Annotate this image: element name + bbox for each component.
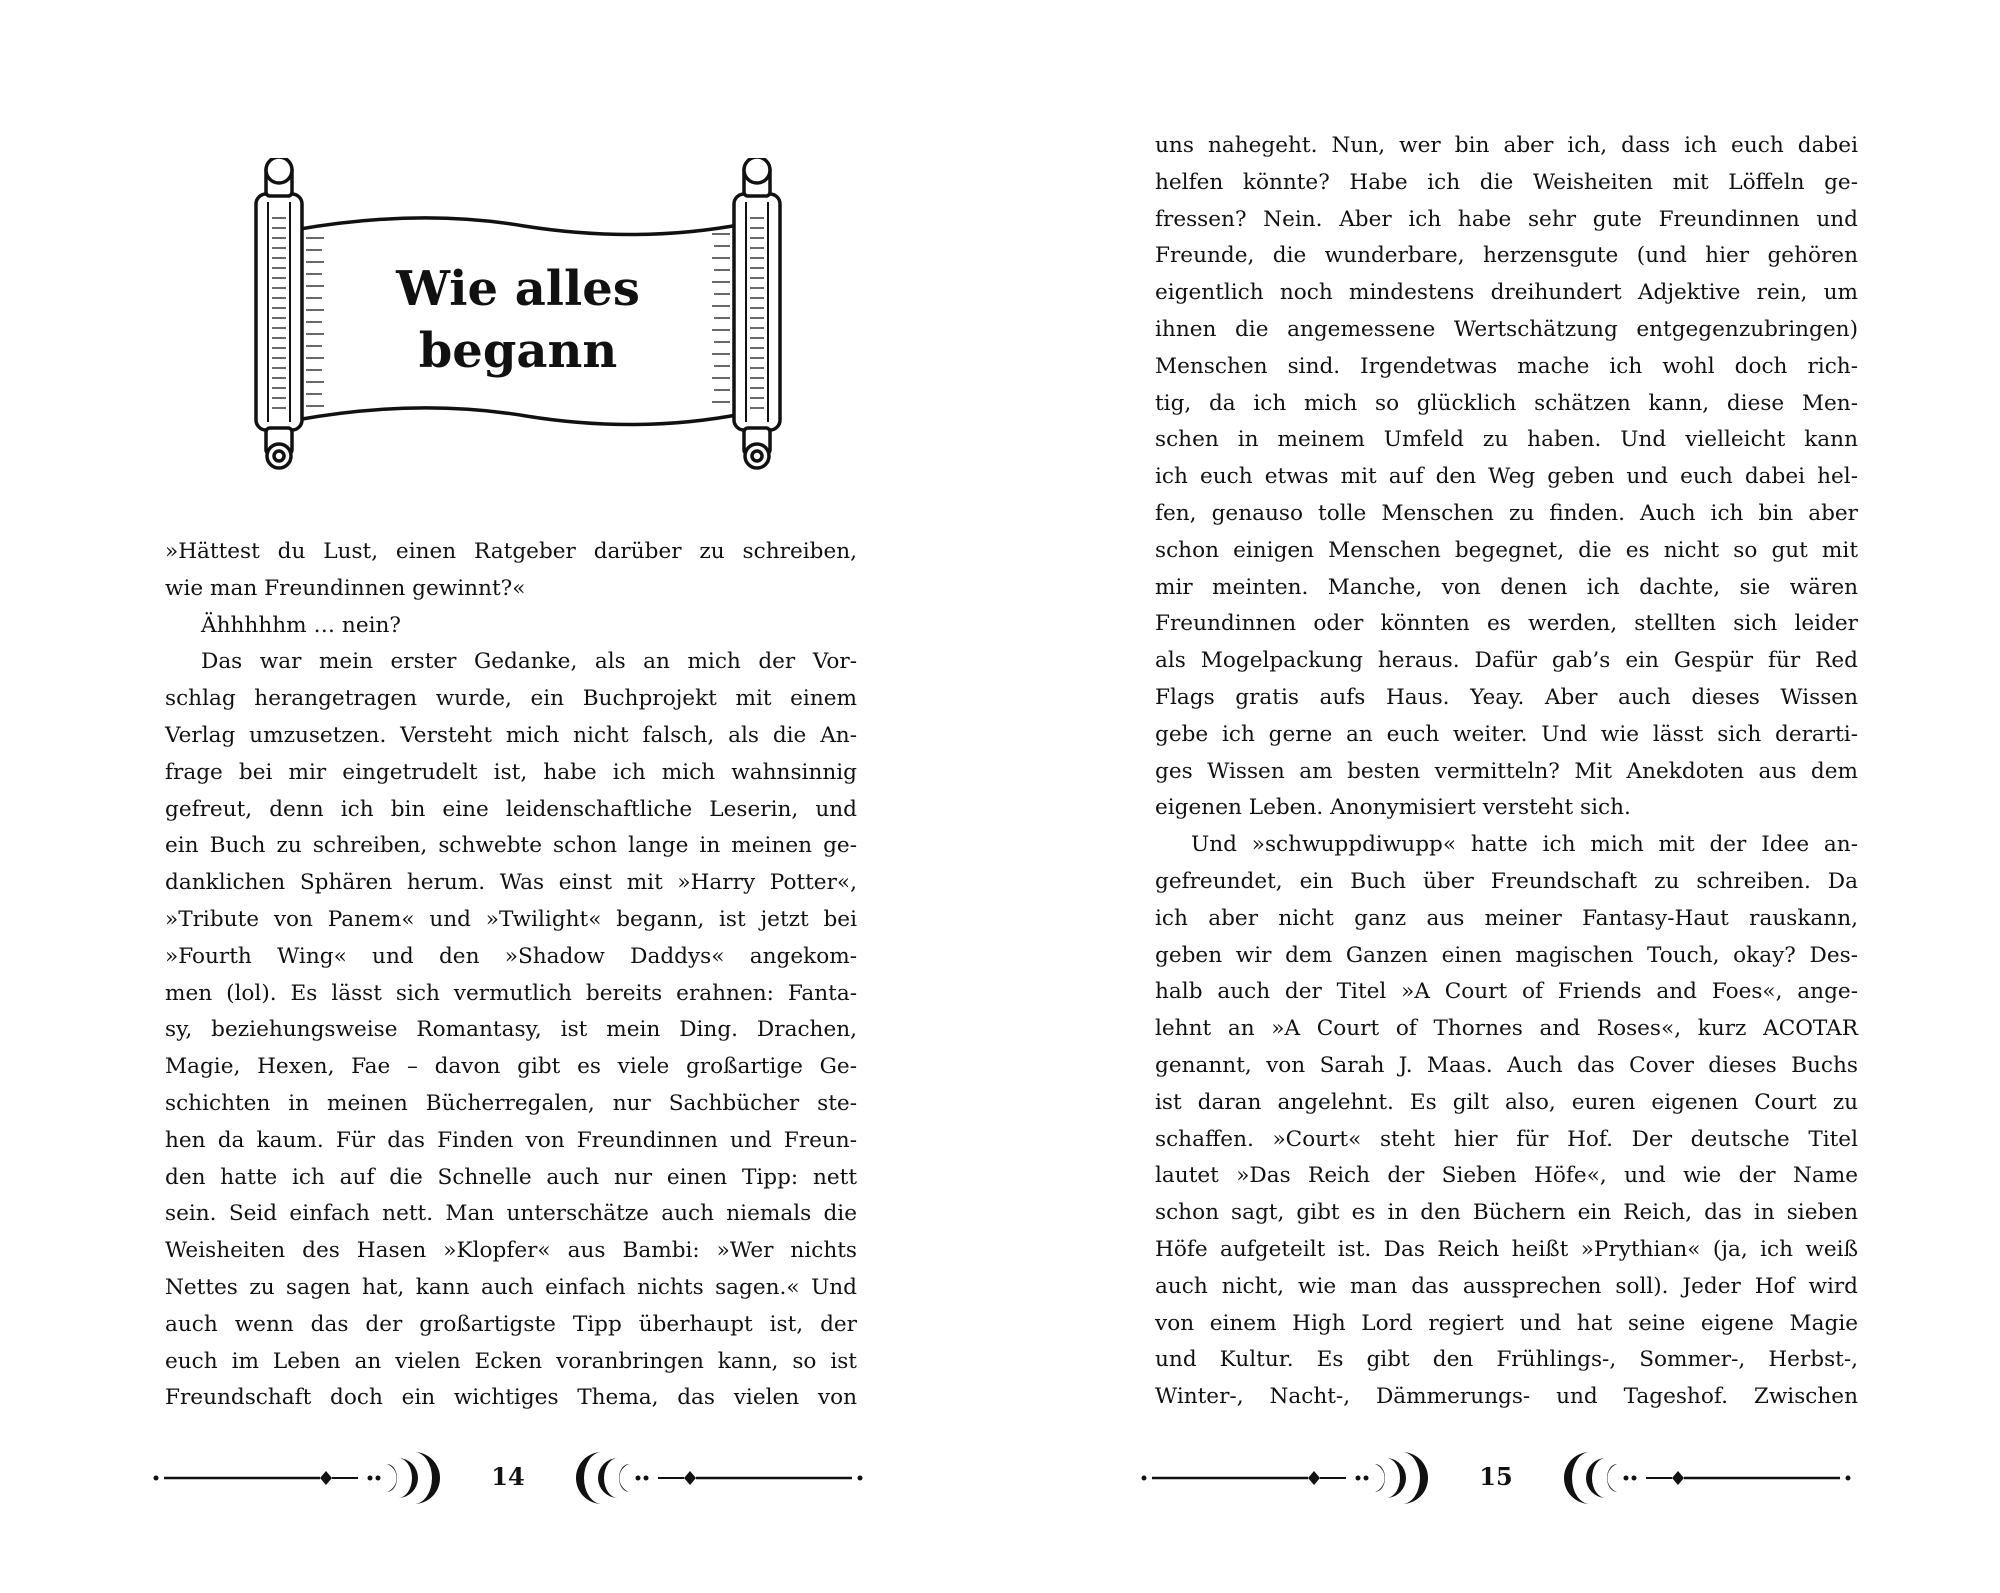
text-line: Freunde, die wunderbare, herzensgute (und hier gehören: [1155, 243, 1858, 269]
text-line: Freundinnen oder könnten es werden, stellten sich leider: [1155, 611, 1858, 637]
text-line: Magie, Hexen, Fae – davon gibt es viele großartige Ge-: [165, 1054, 857, 1080]
text-line: mir meinten. Manche, von denen ich dachte, sie wären: [1155, 574, 1858, 600]
text-line: danklichen Sphären herum. Was einst mit »Harry Potter«,: [165, 870, 857, 896]
text-line: Winter-, Nacht-, Dämmerungs- und Tageshof. Zwischen: [1155, 1384, 1858, 1410]
text-line: Menschen sind. Irgendetwas mache ich wohl doch rich-: [1155, 353, 1858, 379]
text-line: uns nahegeht. Nun, wer bin aber ich, dass ich euch dabei: [1155, 133, 1858, 158]
text-line: fen, genauso tolle Menschen zu finden. Auch ich bin aber: [1155, 500, 1858, 526]
text-line: wie man Freundinnen gewinnt?«: [165, 575, 526, 601]
text-line: halb auch der Titel »A Court of Friends and Foes«, ange-: [1155, 979, 1858, 1005]
text-line: sy, beziehungsweise Romantasy, ist mein Ding. Drachen,: [165, 1017, 857, 1043]
body-text: [1155, 128, 1858, 1416]
text-line: ges Wissen am besten vermitteln? Mit Anekdoten aus dem: [1155, 758, 1858, 784]
text-line: Flags gratis aufs Haus. Yeay. Aber auch dieses Wissen: [1155, 684, 1858, 710]
text-line: ein Buch zu schreiben, schwebte schon lange in meinen ge-: [165, 833, 857, 859]
text-line: genannt, von Sarah J. Maas. Auch das Cover dieses Buchs: [1155, 1052, 1858, 1078]
page-number: 15: [1479, 1462, 1513, 1491]
text-line: Freundschaft doch ein wichtiges Thema, das vielen von: [165, 1385, 857, 1411]
text-line: lautet »Das Reich der Sieben Höfe«, und wie der Name: [1155, 1163, 1858, 1189]
text-line: hen da kaum. Für das Finden von Freundinnen und Freun-: [165, 1127, 857, 1153]
text-line: auch wenn das der großartigste Tipp überhaupt ist, der: [165, 1311, 857, 1337]
text-line: ich aber nicht ganz aus meiner Fantasy-Haut rauskann,: [1155, 905, 1858, 931]
text-line: euch im Leben an vielen Ecken voranbringen kann, so ist: [165, 1348, 857, 1374]
text-line: ich euch etwas mit auf den Weg geben und euch dabei hel-: [1155, 464, 1858, 490]
text-line: eigenen Leben. Anonymisiert versteht sich.: [1155, 795, 1631, 821]
page-number: 14: [491, 1462, 525, 1491]
chapter-title: [308, 258, 728, 382]
text-line: Das war mein erster Gedanke, als an mich der Vor-: [201, 649, 857, 675]
text-line: gefreut, denn ich bin eine leidenschaftliche Leserin, und: [165, 796, 857, 822]
text-line: eigentlich noch mindestens dreihundert Adjektive rein, um: [1155, 280, 1858, 306]
text-line: Ähhhhhm … nein?: [201, 612, 402, 638]
text-line: Nettes zu sagen hat, kann auch einfach nichts sagen.« Und: [165, 1274, 857, 1300]
text-line: sein. Seid einfach nett. Man unterschätze auch niemals die: [165, 1201, 857, 1227]
text-line: schen in meinem Umfeld zu haben. Und vielleicht kann: [1155, 427, 1858, 453]
text-line: ist daran angelehnt. Es gilt also, euren eigenen Court zu: [1155, 1089, 1858, 1115]
text-line: helfen könnte? Habe ich die Weisheiten mit Löffeln ge-: [1155, 169, 1858, 195]
text-line: fressen? Nein. Aber ich habe sehr gute Freundinnen und: [1155, 206, 1858, 232]
text-line: gefreundet, ein Buch über Freundschaft zu schreiben. Da: [1155, 868, 1858, 894]
text-line: schaffen. »Court« steht hier für Hof. Der deutsche Titel: [1155, 1126, 1858, 1152]
text-line: als Mogelpackung heraus. Dafür gab’s ein Gespür für Red: [1155, 648, 1858, 674]
text-line: Höfe aufgeteilt ist. Das Reich heißt »Prythian« (ja, ich weiß: [1155, 1236, 1858, 1262]
body-text: [165, 534, 857, 1417]
chapter-title-line: Wie alles: [396, 261, 640, 317]
text-line: Und »schwuppdiwupp« hatte ich mich mit der Idee an-: [1191, 832, 1858, 858]
text-line: Weisheiten des Hasen »Klopfer« aus Bambi: »Wer nichts: [165, 1238, 857, 1264]
text-line: frage bei mir eingetrudelt ist, habe ich mich wahnsinnig: [165, 759, 857, 785]
text-line: den hatte ich auf die Schnelle auch nur einen Tipp: nett: [165, 1164, 857, 1190]
text-line: »Fourth Wing« und den »Shadow Daddys« angekom-: [165, 943, 857, 969]
text-line: auch nicht, wie man das aussprechen soll). Jeder Hof wird: [1155, 1273, 1858, 1299]
chapter-title-line: begann: [418, 323, 618, 379]
text-line: von einem High Lord regiert und hat seine eigene Magie: [1155, 1310, 1858, 1336]
page-footer: [1140, 1448, 1852, 1508]
text-line: gebe ich gerne an euch weiter. Und wie lässt sich derarti-: [1155, 721, 1858, 747]
text-line: und Kultur. Es gibt den Frühlings-, Sommer-, Herbst-,: [1155, 1347, 1858, 1373]
text-line: tig, da ich mich so glücklich schätzen kann, diese Men-: [1155, 390, 1858, 416]
text-line: geben wir dem Ganzen einen magischen Touch, okay? Des-: [1155, 942, 1858, 968]
text-line: »Tribute von Panem« und »Twilight« begann, ist jetzt bei: [165, 906, 857, 932]
text-line: ihnen die angemessene Wertschätzung entgegenzubringen): [1155, 316, 1858, 342]
text-line: schon einigen Menschen begegnet, die es nicht so gut mit: [1155, 537, 1858, 563]
text-line: schlag herangetragen wurde, ein Buchprojekt mit einem: [165, 686, 857, 712]
page-footer: [152, 1448, 864, 1508]
text-line: lehnt an »A Court of Thornes and Roses«, kurz ACOTAR: [1155, 1016, 1858, 1042]
text-line: men (lol). Es lässt sich vermutlich bereits erahnen: Fanta-: [165, 980, 857, 1006]
chapter-heading: [238, 158, 798, 470]
right-page: [1000, 0, 2000, 1593]
text-line: Verlag umzusetzen. Versteht mich nicht falsch, als die An-: [165, 722, 857, 748]
text-line: schon sagt, gibt es in den Büchern ein Reich, das in sieben: [1155, 1200, 1858, 1226]
text-line: schichten in meinen Bücherregalen, nur Sachbücher ste-: [165, 1090, 857, 1116]
text-line: »Hättest du Lust, einen Ratgeber darüber zu schreiben,: [165, 539, 857, 564]
